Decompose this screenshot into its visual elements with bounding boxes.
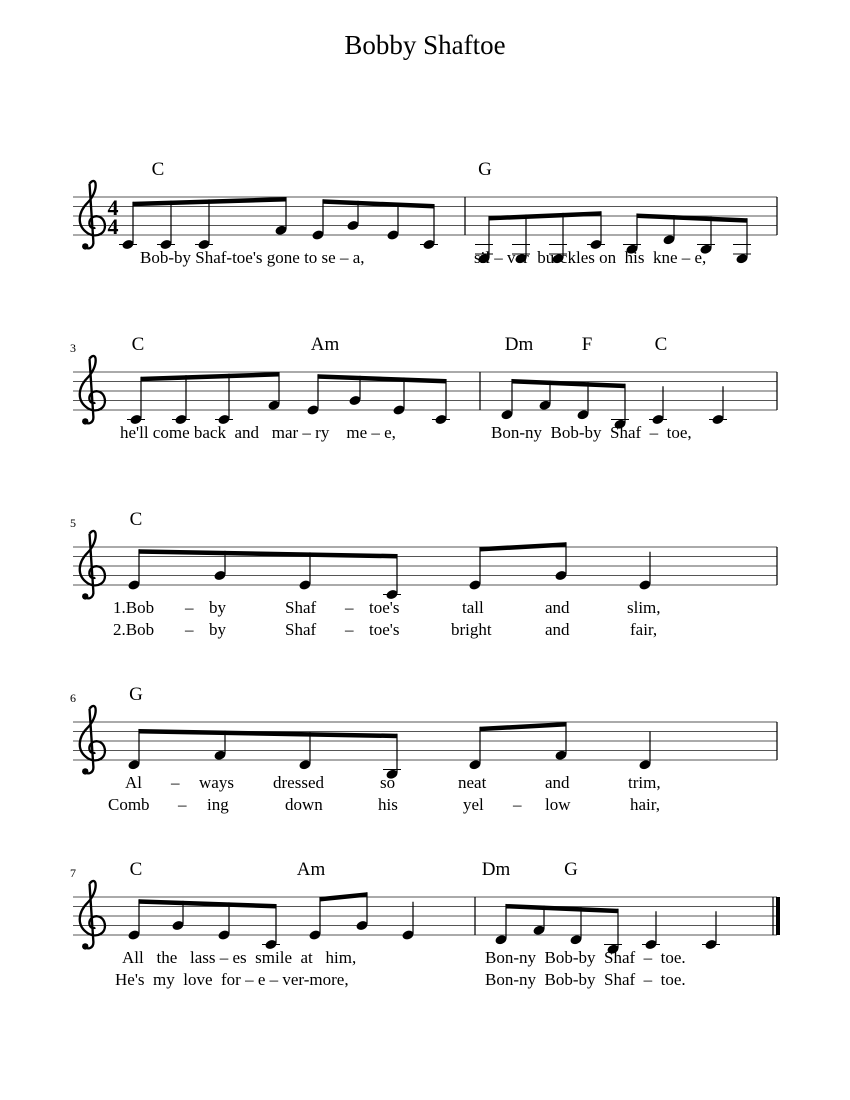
note — [213, 731, 226, 761]
lyric-syllable: his — [378, 795, 398, 814]
song-title: Bobby Shaftoe — [344, 30, 506, 60]
note — [662, 215, 675, 245]
chord-symbol: Dm — [481, 859, 511, 880]
lyric-syllable: ways — [199, 773, 234, 792]
lyric-syllable: and — [545, 620, 570, 639]
treble-clef-icon — [80, 881, 105, 948]
note — [432, 379, 450, 425]
system-1 — [73, 159, 777, 267]
chord-symbol: C — [129, 509, 143, 530]
lyric-syllable: Comb — [108, 795, 150, 814]
system-2 — [70, 334, 777, 442]
chord-symbol: Dm — [504, 334, 534, 355]
chord-symbol: Am — [310, 334, 340, 355]
treble-clef-icon — [80, 531, 105, 598]
lyric-syllable: slim, — [627, 598, 661, 617]
note — [554, 542, 567, 581]
time-signature-numerator: 4 — [107, 195, 119, 220]
lyric-syllable: Shaf — [285, 620, 317, 639]
note — [127, 729, 140, 771]
beam — [506, 904, 618, 913]
note — [638, 732, 651, 771]
note — [420, 204, 438, 250]
lyric-syllable: toe's — [369, 620, 400, 639]
lyric-syllable: – — [185, 598, 194, 617]
measure-number: 7 — [70, 866, 76, 880]
lyric-syllable: by — [209, 598, 226, 617]
chord-symbol: C — [129, 859, 143, 880]
lyric-syllable: – — [171, 773, 180, 792]
chord-symbol: G — [564, 859, 578, 880]
treble-clef-icon — [80, 706, 105, 773]
note — [642, 911, 660, 950]
lyric-syllable: fair, — [630, 620, 658, 639]
lyric-syllable: sil – ver bu-ckles on his kne – e, — [474, 248, 707, 267]
note — [468, 727, 481, 771]
treble-clef-dot — [82, 418, 88, 424]
note — [127, 549, 140, 591]
system-4 — [70, 684, 777, 814]
chord-symbol: G — [129, 684, 143, 705]
treble-clef-dot — [82, 768, 88, 774]
chord-symbol: C — [151, 159, 165, 180]
chord-symbol: C — [654, 334, 668, 355]
lyric-syllable: neat — [458, 773, 487, 792]
beam — [318, 374, 446, 383]
beam — [480, 542, 566, 551]
note — [554, 722, 567, 761]
lyric-syllable: low — [545, 795, 571, 814]
lyric-syllable: he'll come back and mar – ry me – e, — [120, 423, 396, 442]
lyric-syllable: hair, — [630, 795, 660, 814]
note — [709, 386, 727, 425]
note — [195, 199, 213, 250]
measure-number: 5 — [70, 516, 76, 530]
lyric-syllable: – — [513, 795, 522, 814]
time-signature-denominator: 4 — [107, 214, 119, 239]
barline-final-thick — [776, 897, 780, 935]
chord-symbol: G — [478, 159, 492, 180]
note — [262, 904, 280, 950]
lyric-syllable: – — [345, 620, 354, 639]
lyric-syllable: 2.Bob — [113, 620, 155, 639]
note — [298, 552, 311, 590]
treble-clef-dot — [82, 243, 88, 249]
treble-clef-dot — [82, 943, 88, 949]
note — [638, 552, 651, 591]
note — [383, 554, 401, 600]
beam — [489, 211, 601, 220]
lyric-syllable: and — [545, 773, 570, 792]
note — [649, 386, 667, 425]
note — [217, 902, 230, 940]
lyric-syllable: All the lass – es smile at him, — [122, 948, 357, 967]
lyric-syllable: and — [545, 598, 570, 617]
beam — [139, 899, 276, 908]
note — [587, 211, 605, 250]
lyric-syllable: bright — [451, 620, 492, 639]
note — [127, 377, 145, 426]
note — [127, 899, 140, 940]
measure-number: 3 — [70, 341, 76, 355]
note — [311, 199, 324, 240]
chord-symbol: C — [131, 334, 145, 355]
lyric-syllable: ing — [207, 795, 229, 814]
note — [274, 197, 287, 236]
beam — [139, 549, 397, 558]
note — [532, 906, 545, 936]
note — [401, 902, 414, 941]
note — [494, 904, 507, 946]
lyric-syllable: 1.Bob — [113, 598, 155, 617]
treble-clef-dot — [82, 593, 88, 599]
note — [306, 374, 319, 416]
lyric-syllable: Shaf — [285, 598, 317, 617]
lyric-syllable: down — [285, 795, 323, 814]
measure-number: 6 — [70, 691, 76, 705]
note — [468, 547, 481, 591]
note — [386, 203, 399, 241]
lyric-syllable: trim, — [628, 773, 661, 792]
lyric-syllable: Bon-ny Bob-by Shaf – toe, — [491, 423, 692, 442]
beam — [480, 722, 566, 731]
note — [392, 377, 405, 415]
note — [267, 372, 280, 411]
system-3 — [70, 509, 777, 639]
beam — [512, 379, 625, 388]
lyric-syllable: Bob-by Shaf-toe's gone to se – a, — [140, 248, 365, 267]
lyric-syllable: Bon-ny Bob-by Shaf – toe. — [485, 970, 686, 989]
lyric-syllable: so — [380, 773, 396, 792]
note — [569, 907, 582, 945]
note — [119, 202, 137, 251]
note — [576, 382, 589, 420]
lyric-syllable: tall — [462, 598, 484, 617]
lyric-syllable: – — [185, 620, 194, 639]
beam — [141, 372, 279, 381]
lyric-syllable: Al — [125, 773, 142, 792]
lyric-syllable: – — [345, 598, 354, 617]
chord-symbol: F — [581, 334, 593, 355]
beam — [637, 213, 747, 222]
lyric-syllable: dressed — [273, 773, 324, 792]
lyric-syllable: yel — [463, 795, 484, 814]
note — [308, 897, 321, 941]
lyric-syllable: Bon-ny Bob-by Shaf – toe. — [485, 948, 686, 967]
note — [702, 911, 720, 950]
note — [500, 379, 513, 421]
lyric-syllable: toe's — [369, 598, 400, 617]
note — [538, 381, 551, 411]
beam — [139, 729, 397, 738]
beam — [320, 892, 367, 901]
lyric-syllable: by — [209, 620, 226, 639]
chord-symbol: Am — [296, 859, 326, 880]
treble-clef-icon — [80, 181, 105, 248]
beam — [323, 199, 434, 208]
system-5 — [70, 859, 780, 989]
treble-clef-icon — [80, 356, 105, 423]
note — [355, 892, 368, 931]
lyric-syllable: – — [178, 795, 187, 814]
note — [298, 732, 311, 770]
lyric-syllable: He's my love for – e – ver-more, — [115, 970, 349, 989]
